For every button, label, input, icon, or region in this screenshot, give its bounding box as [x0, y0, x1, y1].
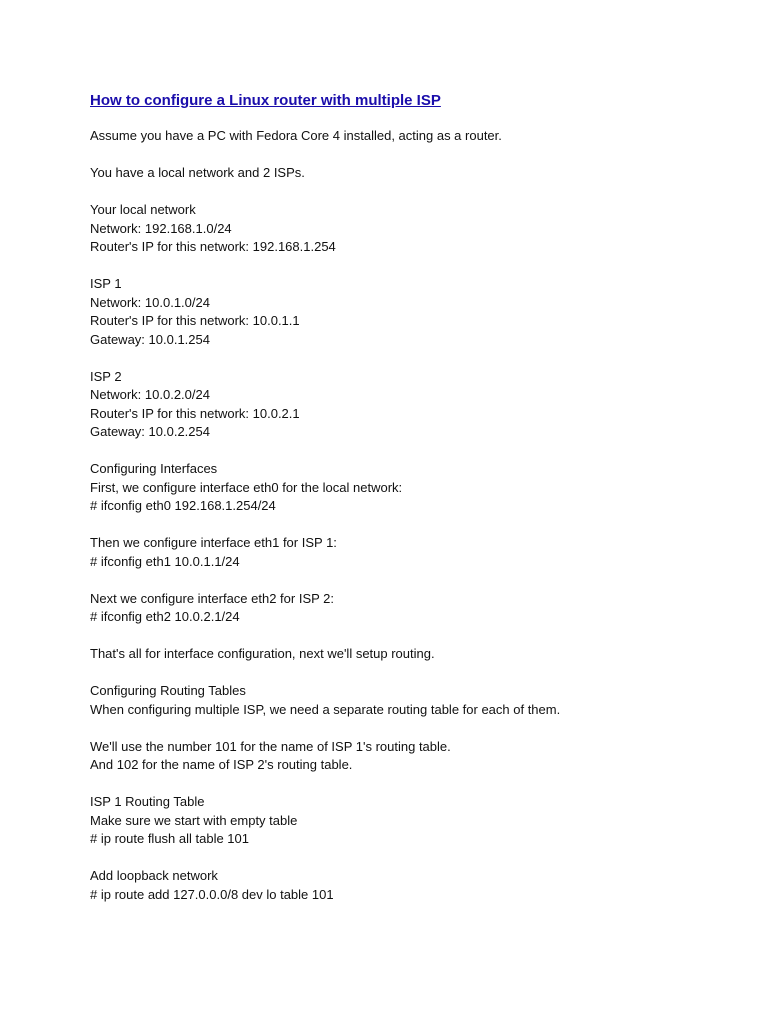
- text-line: Network: 192.168.1.0/24: [90, 220, 232, 236]
- document-title-link[interactable]: How to configure a Linux router with multiple ISP: [90, 92, 441, 109]
- text-line: Router's IP for this network: 10.0.2.1: [90, 405, 300, 421]
- paragraph: [90, 368, 730, 442]
- paragraph: [90, 534, 730, 571]
- paragraph: [90, 460, 730, 516]
- paragraph: [90, 164, 730, 183]
- paragraph: [90, 793, 730, 849]
- text-line: Gateway: 10.0.2.254: [90, 424, 210, 439]
- text-line: Assume you have a PC with Fedora Core 4 installed, acting as a router.: [90, 128, 502, 143]
- text-line: Configuring Routing Tables: [90, 683, 246, 698]
- text-line: We'll use the number 101 for the name of ISP 1's routing table.: [90, 738, 451, 754]
- document-page: [90, 90, 730, 923]
- paragraph: [90, 645, 730, 664]
- text-line: That's all for interface configuration, next we'll setup routing.: [90, 646, 435, 661]
- text-line: # ip route add 127.0.0.0/8 dev lo table 101: [90, 886, 334, 902]
- paragraph: [90, 738, 730, 775]
- document-body: [90, 127, 730, 904]
- text-line: Your local network: [90, 202, 196, 217]
- text-line: ISP 1: [90, 276, 122, 291]
- text-line: # ifconfig eth2 10.0.2.1/24: [90, 609, 240, 624]
- paragraph: [90, 590, 730, 627]
- paragraph: [90, 867, 730, 904]
- text-line: Network: 10.0.1.0/24: [90, 294, 210, 310]
- paragraph: [90, 275, 730, 349]
- text-line: First, we configure interface eth0 for the local network:: [90, 479, 403, 495]
- text-line: Then we configure interface eth1 for ISP 1:: [90, 535, 337, 550]
- text-line: Router's IP for this network: 10.0.1.1: [90, 313, 300, 328]
- text-line: Configuring Interfaces: [90, 461, 218, 476]
- text-line: # ifconfig eth1 10.0.1.1/24: [90, 553, 240, 569]
- text-line: Make sure we start with empty table: [90, 812, 298, 828]
- text-line: Router's IP for this network: 192.168.1.254: [90, 239, 336, 254]
- text-line: # ip route flush all table 101: [90, 831, 249, 846]
- paragraph: [90, 201, 730, 257]
- text-line: And 102 for the name of ISP 2's routing table.: [90, 757, 353, 772]
- text-line: # ifconfig eth0 192.168.1.254/24: [90, 498, 276, 513]
- text-line: ISP 1 Routing Table: [90, 794, 205, 809]
- text-line: You have a local network and 2 ISPs.: [90, 165, 305, 180]
- text-line: When configuring multiple ISP, we need a separate routing table for each of them.: [90, 701, 561, 717]
- text-line: ISP 2: [90, 368, 122, 384]
- text-line: Gateway: 10.0.1.254: [90, 331, 210, 347]
- text-line: Next we configure interface eth2 for ISP 2:: [90, 590, 335, 606]
- text-line: Add loopback network: [90, 868, 218, 883]
- text-line: Network: 10.0.2.0/24: [90, 387, 210, 402]
- paragraph: [90, 127, 730, 146]
- paragraph: [90, 682, 730, 719]
